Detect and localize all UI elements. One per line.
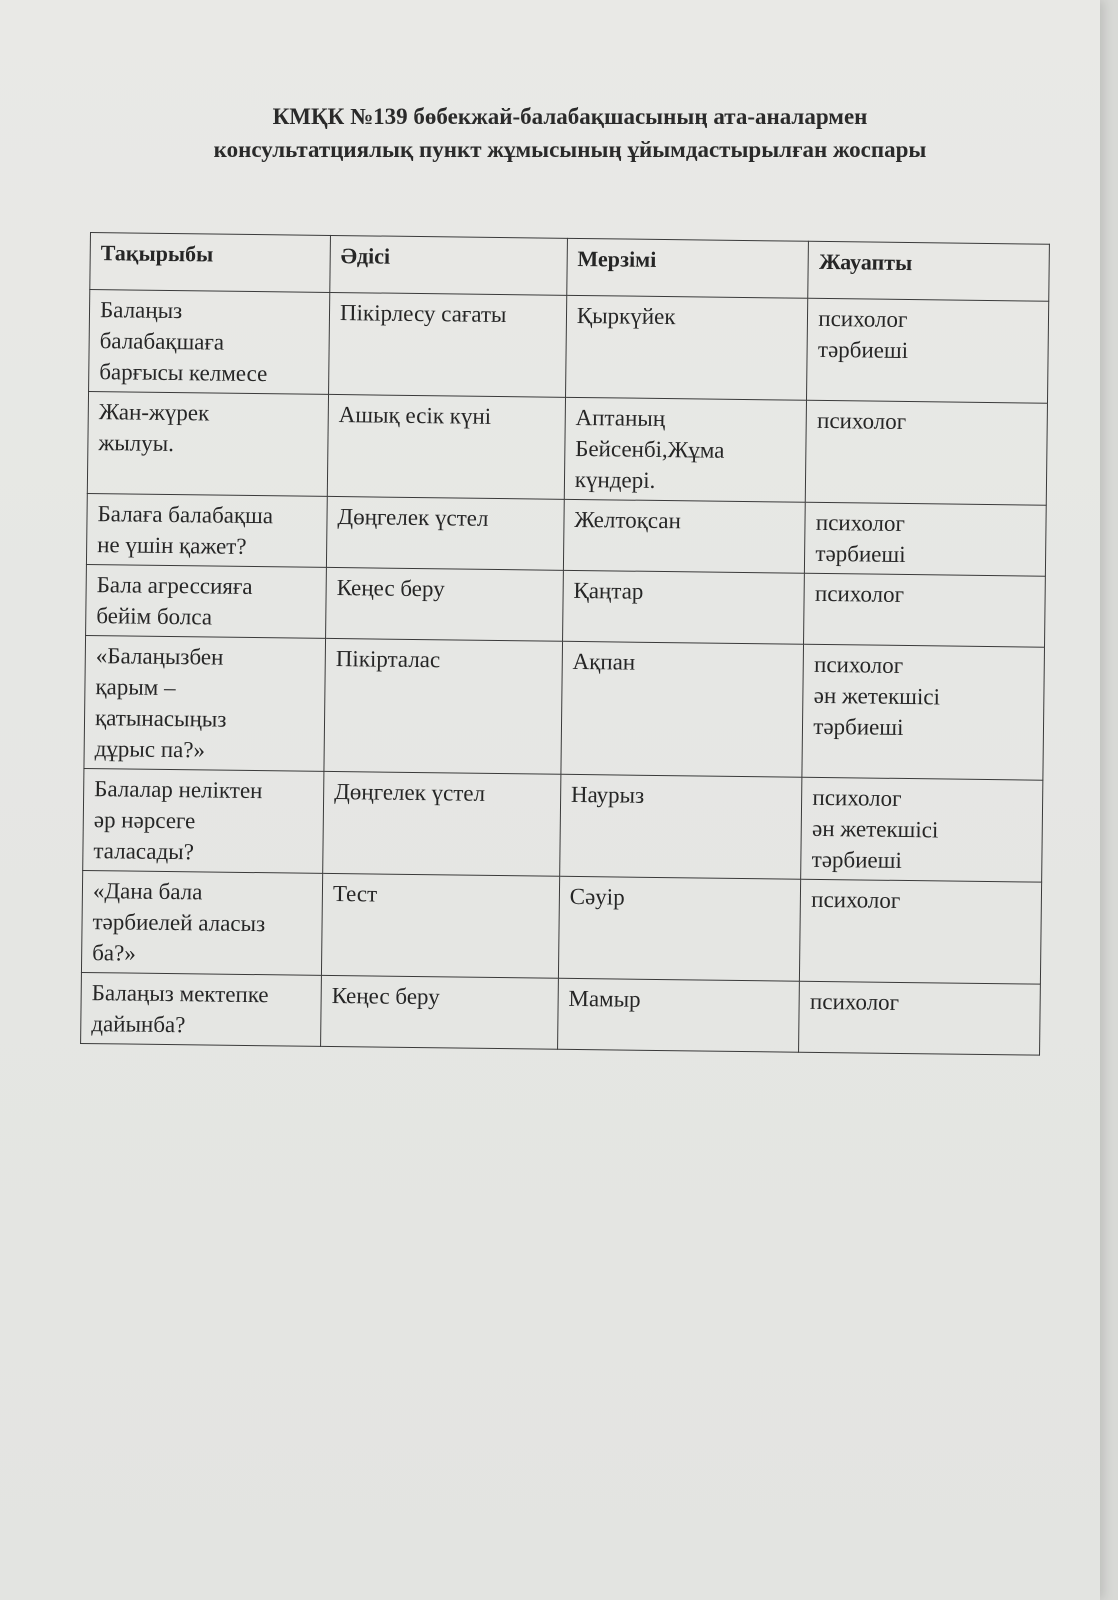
cell-text-line: таласады? bbox=[93, 838, 195, 865]
cell-text-line: Дөңгелек үстел bbox=[334, 779, 486, 806]
document-title bbox=[80, 100, 1060, 166]
cell-text-line: тәрбиеші bbox=[813, 713, 904, 740]
table-row bbox=[87, 391, 1047, 505]
cell-text-line: Дөңгелек үстел bbox=[337, 504, 489, 531]
cell-text-line: Желтоқсан bbox=[574, 506, 682, 534]
title-line-1: КМҚК №139 бөбекжай-балабақшасының ата-аналармен bbox=[272, 104, 868, 129]
cell-date bbox=[559, 774, 802, 879]
consultation-plan-table bbox=[80, 232, 1050, 1056]
cell-text-line: не үшін қажет? bbox=[97, 532, 247, 559]
cell-text-line: «Балаңызбен bbox=[95, 643, 224, 670]
cell-responsible bbox=[802, 644, 1044, 780]
cell-text-line: балабақшаға bbox=[99, 328, 225, 355]
cell-date bbox=[558, 876, 801, 981]
cell-topic bbox=[84, 635, 326, 771]
cell-text-line: тәрбиеші bbox=[817, 336, 909, 364]
cell-text-line: ән жетекшісі bbox=[813, 682, 941, 710]
cell-responsible bbox=[804, 573, 1045, 647]
cell-text-line: Кеңес беру bbox=[331, 983, 440, 1010]
cell-topic bbox=[86, 493, 327, 567]
cell-method bbox=[329, 292, 567, 397]
cell-text-line: жылуы. bbox=[98, 430, 175, 457]
cell-text-line: психолог bbox=[818, 305, 908, 332]
header-method: Әдісі bbox=[330, 235, 568, 295]
cell-text-line: Балаға балабақша bbox=[97, 501, 274, 529]
cell-text-line: дұрыс па?» bbox=[94, 736, 206, 763]
cell-text-line: Бейсенбі,Жұма bbox=[575, 435, 725, 463]
cell-topic bbox=[81, 972, 322, 1046]
cell-responsible bbox=[806, 400, 1048, 505]
table-row bbox=[89, 290, 1049, 404]
cell-method bbox=[321, 873, 559, 978]
cell-text-line: Тест bbox=[332, 881, 378, 907]
cell-text-line: «Дана бала bbox=[92, 878, 203, 905]
cell-responsible bbox=[805, 502, 1046, 576]
cell-text-line: қатынасыңыз bbox=[94, 705, 227, 732]
cell-responsible bbox=[800, 879, 1042, 984]
cell-text-line: Сәуір bbox=[569, 883, 625, 910]
cell-text-line: Қыркүйек bbox=[576, 302, 676, 330]
cell-method bbox=[326, 567, 564, 641]
cell-text-line: психолог bbox=[811, 886, 901, 913]
cell-responsible bbox=[807, 298, 1049, 403]
cell-method bbox=[324, 638, 562, 774]
cell-text-line: Аптаның bbox=[575, 404, 666, 432]
cell-text-line: Кеңес беру bbox=[336, 575, 445, 602]
cell-text-line: психолог bbox=[813, 651, 904, 678]
cell-text-line: тәрбиелей аласыз bbox=[92, 909, 266, 937]
cell-text-line: Жан-жүрек bbox=[98, 399, 210, 426]
table-body bbox=[81, 290, 1049, 1056]
cell-text-line: Балаңыз мектепке bbox=[91, 980, 269, 1008]
table-row bbox=[81, 972, 1041, 1055]
cell-text-line: Бала агрессияға bbox=[96, 572, 253, 600]
table-row bbox=[83, 768, 1043, 882]
table-row bbox=[86, 564, 1046, 647]
cell-text-line: Пікірлесу сағаты bbox=[339, 300, 507, 328]
cell-topic bbox=[87, 391, 328, 496]
cell-text-line: Мамыр bbox=[568, 985, 641, 1012]
cell-text-line: Ашық есік күні bbox=[338, 402, 492, 429]
cell-text-line: психолог bbox=[814, 580, 905, 607]
cell-text-line: Балалар неліктен bbox=[94, 776, 263, 804]
cell-method bbox=[327, 394, 565, 499]
cell-text-line: барғысы келмесе bbox=[99, 359, 268, 387]
cell-text-line: Балаңыз bbox=[99, 297, 183, 324]
cell-text-line: Пікірталас bbox=[335, 646, 441, 673]
table-row bbox=[86, 493, 1046, 576]
cell-text-line: Наурыз bbox=[570, 781, 645, 808]
cell-text-line: психолог bbox=[809, 988, 900, 1015]
cell-responsible bbox=[799, 981, 1040, 1055]
table-row bbox=[81, 870, 1041, 984]
cell-text-line: психолог bbox=[816, 407, 907, 434]
cell-date bbox=[557, 978, 799, 1052]
table-row bbox=[84, 635, 1045, 780]
cell-method bbox=[321, 975, 559, 1049]
header-date: Мерзімі bbox=[567, 238, 809, 298]
cell-text-line: бейім болса bbox=[96, 603, 213, 630]
cell-responsible bbox=[801, 777, 1043, 882]
cell-topic bbox=[83, 768, 324, 873]
cell-text-line: ән жетекшісі bbox=[811, 815, 939, 843]
cell-text-line: психолог bbox=[812, 784, 902, 811]
cell-text-line: қарым – bbox=[95, 674, 176, 701]
cell-text-line: Қаңтар bbox=[573, 577, 644, 604]
cell-date bbox=[563, 499, 805, 573]
cell-date bbox=[561, 641, 804, 777]
cell-text-line: Ақпан bbox=[572, 648, 636, 675]
cell-text-line: күндері. bbox=[574, 466, 656, 493]
header-responsible: Жауапты bbox=[808, 241, 1049, 301]
cell-topic bbox=[81, 870, 322, 975]
cell-topic bbox=[89, 290, 330, 395]
cell-text-line: психолог bbox=[815, 509, 906, 536]
cell-method bbox=[323, 771, 561, 876]
cell-method bbox=[326, 496, 564, 570]
header-topic: Тақырыбы bbox=[90, 233, 331, 293]
cell-text-line: дайынба? bbox=[91, 1011, 186, 1038]
cell-date bbox=[565, 295, 808, 400]
cell-date bbox=[564, 397, 807, 502]
cell-topic bbox=[86, 564, 327, 638]
cell-text-line: тәрбиеші bbox=[811, 846, 902, 873]
cell-date bbox=[562, 570, 804, 644]
cell-text-line: ба?» bbox=[92, 940, 136, 966]
cell-text-line: тәрбиеші bbox=[815, 540, 906, 567]
title-line-2: консультатциялық пункт жұмысының ұйымдастырылған жоспары bbox=[213, 137, 927, 162]
cell-text-line: әр нәрсеге bbox=[93, 807, 196, 834]
